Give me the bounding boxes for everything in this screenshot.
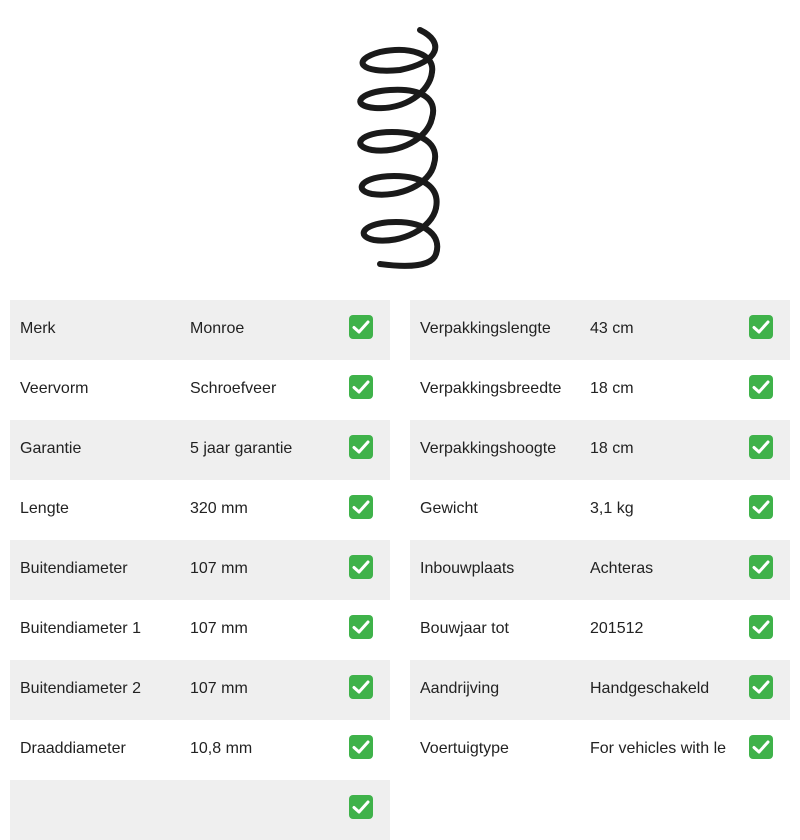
check-icon [349,735,373,759]
spec-row [10,720,390,780]
check-icon [749,375,773,399]
spec-label: Merk [20,320,56,337]
spec-value: 3,1 kg [590,500,634,517]
check-icon [749,315,773,339]
spec-value: 107 mm [190,680,248,697]
spec-value: Handgeschakeld [590,680,710,697]
spec-value: 107 mm [190,560,248,577]
check-icon [749,495,773,519]
spec-row [10,300,390,360]
spec-row [10,540,390,600]
spec-value: 10,8 mm [190,740,253,757]
spec-row [10,480,390,540]
spec-label: Aandrijving [420,680,500,697]
spec-label: Lengte [20,500,69,517]
check-icon [749,555,773,579]
check-icon [749,735,773,759]
spec-row [410,420,790,480]
specs-table-left [10,300,390,840]
spec-label: Verpakkingsbreedte [420,380,562,397]
spec-label: Gewicht [420,500,478,517]
spec-value: 107 mm [190,620,248,637]
specs-table-right [410,300,790,780]
spec-value: 18 cm [590,440,634,457]
spec-label: Inbouwplaats [420,560,515,577]
spec-value: 201512 [590,620,644,637]
spec-row [410,720,790,780]
check-icon [349,795,373,819]
check-icon [349,315,373,339]
spec-value: 320 mm [190,500,248,517]
spec-row [410,660,790,720]
spec-label: Bouwjaar tot [420,620,509,637]
spec-label: Buitendiameter 1 [20,620,141,637]
spec-value: For vehicles with le [590,740,727,757]
spec-label: Verpakkingshoogte [420,440,557,457]
spec-row [10,420,390,480]
coil-spring-image [350,22,450,274]
spec-label: Buitendiameter 2 [20,680,141,697]
spec-value: 5 jaar garantie [190,440,293,457]
spec-label: Voertuigtype [420,740,509,757]
spec-value: Monroe [190,320,245,337]
spec-row [410,480,790,540]
spec-row [410,360,790,420]
check-icon [749,435,773,459]
spec-row [410,600,790,660]
spec-row [10,660,390,720]
spec-row [410,300,790,360]
check-icon [349,435,373,459]
spec-row [10,780,390,840]
spec-label: Draaddiameter [20,740,126,757]
spec-value: Schroefveer [190,380,277,397]
check-icon [749,615,773,639]
spec-label: Buitendiameter [20,560,128,577]
spec-row [410,540,790,600]
check-icon [349,555,373,579]
spec-label: Veervorm [20,380,89,397]
spec-value: 18 cm [590,380,634,397]
spec-row [10,360,390,420]
check-icon [349,375,373,399]
check-icon [349,495,373,519]
spec-label: Garantie [20,440,82,457]
spec-value: 43 cm [590,320,634,337]
check-icon [349,615,373,639]
check-icon [749,675,773,699]
spec-row [10,600,390,660]
check-icon [349,675,373,699]
spec-value: Achteras [590,560,654,577]
spec-label: Verpakkingslengte [420,320,551,337]
